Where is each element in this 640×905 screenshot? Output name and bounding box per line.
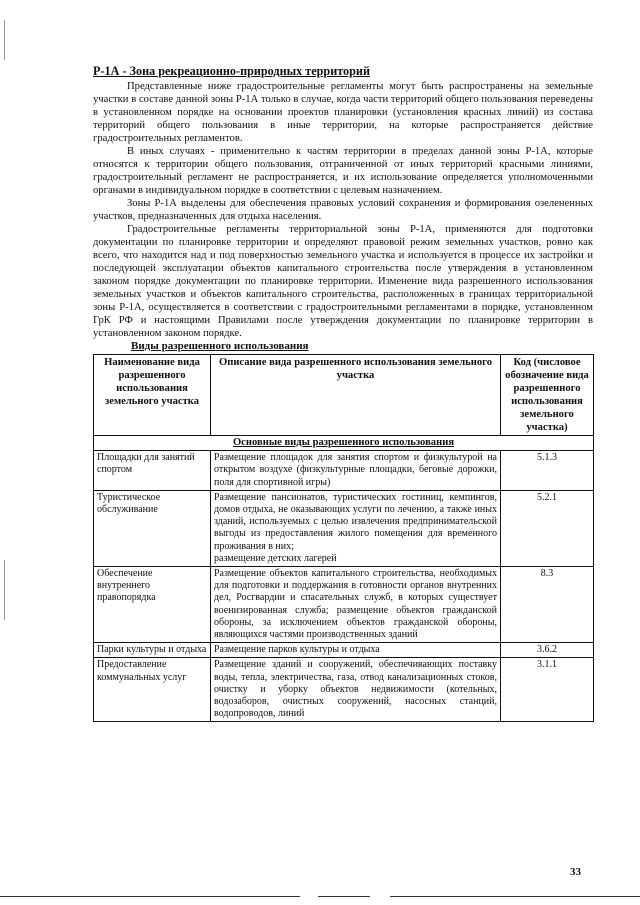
use-name: Обеспечение внутреннего правопорядка: [94, 567, 211, 643]
table-row: [94, 643, 594, 658]
use-name: Предоставление коммунальных услуг: [94, 658, 211, 722]
permitted-use-table: [93, 354, 594, 722]
table-row: [94, 658, 594, 722]
use-description-cell: [211, 490, 501, 566]
use-name: Туристическое обслуживание: [94, 490, 211, 566]
paragraph-3: Зоны Р-1А выделены для обеспечения правовых условий сохранения и формирования озелененных участков, предназначенных для отдыха населения.: [93, 198, 593, 222]
use-description: Размещение пансионатов, туристических гостиниц, кемпингов, домов отдыха, не оказывающих услуги по лечению, а также иных зданий, используемых с целью извлечения предпринимательской выгоды из предоставления жилого помещения для временного проживания в них;: [214, 491, 497, 552]
table-row: [94, 567, 594, 643]
scan-footer-lines: [0, 896, 640, 902]
header-code: Код (числовое обозначение вида разрешенного использования земельного участка): [501, 355, 594, 436]
table-row: [94, 490, 594, 566]
use-description: Размещение зданий и сооружений, обеспечивающих поставку воды, тепла, электричества, газа, отвод канализационных стоков, очистку и уборку объектов недвижимости (котельных, водозаборов, очистных сооружений, насосных станций, водопроводов, линий: [211, 658, 501, 722]
table-header-row: [94, 355, 594, 436]
section-title: Основные виды разрешенного использования: [94, 436, 594, 451]
use-description: Размещение объектов капитального строительства, необходимых для подготовки и поддержания в готовности органов внутренних дел, Росгвардии и спасательных служб, в которых существует военизированная служба; размещение объектов гражданской обороны, за исключением объектов гражданской обороны, являющихся частями производственных зданий: [211, 567, 501, 643]
paragraph-4: Градостроительные регламенты территориальной зоны Р-1А, применяются для подготовки документации по планировке территории и определяют правовой режим земельных участков, ровно как всего, что находится над и под поверхностью земельного участка и используется в процессе их застройки и последующей эксплуатации объектов капитального строительства после утверждения в установленном законом порядке документации по планировке территории. Изменение вида разрешенного использования земельных участков и объектов капитального строительства, расположенных в границах территориальной зоны Р-1А, осуществляется в соответствии с градостроительными регламентами в порядке, установленном ГрК РФ и настоящими Правилами после утверждения документации по планировке территории в установленном законом порядке.: [93, 224, 593, 339]
use-code: 5.2.1: [501, 490, 594, 566]
table-caption: Виды разрешенного использования: [131, 340, 309, 352]
paragraph-1: Представленные ниже градостроительные регламенты могут быть распространены на земельные участки в составе данной зоны Р-1А только в случае, когда части территорий общего пользования переведены в установленном порядке на основании проектов планировки (установления красных линий) из состава территорий общего пользования в иные территории, на которые распространяется действие градостроительных регламентов.: [93, 81, 593, 144]
scan-edge-mark: [4, 560, 5, 620]
table-row: [94, 451, 594, 491]
footer-line: [0, 896, 300, 897]
use-code: 5.1.3: [501, 451, 594, 491]
section-row: [94, 436, 594, 451]
scan-edge-mark: [4, 20, 5, 60]
use-description-extra: размещение детских лагерей: [214, 552, 337, 564]
footer-line: [318, 896, 370, 897]
use-code: 3.6.2: [501, 643, 594, 658]
page-content: [93, 64, 593, 722]
paragraph-2: В иных случаях - применительно к частям территории в пределах данной зоны Р-1А, которые относятся к территории общего пользования, отграниченной от иных территорий красными линиями, градостроительный регламент не распространяется, и их использование определяется уполномоченными органами в индивидуальном порядке в соответствии с целевым назначением.: [93, 146, 593, 196]
use-name: Площадки для занятий спортом: [94, 451, 211, 491]
header-name: Наименование вида разрешенного использования земельного участка: [94, 355, 211, 436]
use-description: Размещение площадок для занятия спортом и физкультурой на открытом воздухе (физкультурные площадки, беговые дорожки, поля для спортивной игры): [211, 451, 501, 491]
header-description: Описание вида разрешенного использования земельного участка: [211, 355, 501, 436]
use-code: 8.3: [501, 567, 594, 643]
use-code: 3.1.1: [501, 658, 594, 722]
footer-line: [390, 896, 640, 897]
use-description: Размещение парков культуры и отдыха: [211, 643, 501, 658]
zone-heading: Р-1А - Зона рекреационно-природных территорий: [93, 64, 370, 78]
page-number: 33: [570, 866, 581, 878]
use-name: Парки культуры и отдыха: [94, 643, 211, 658]
